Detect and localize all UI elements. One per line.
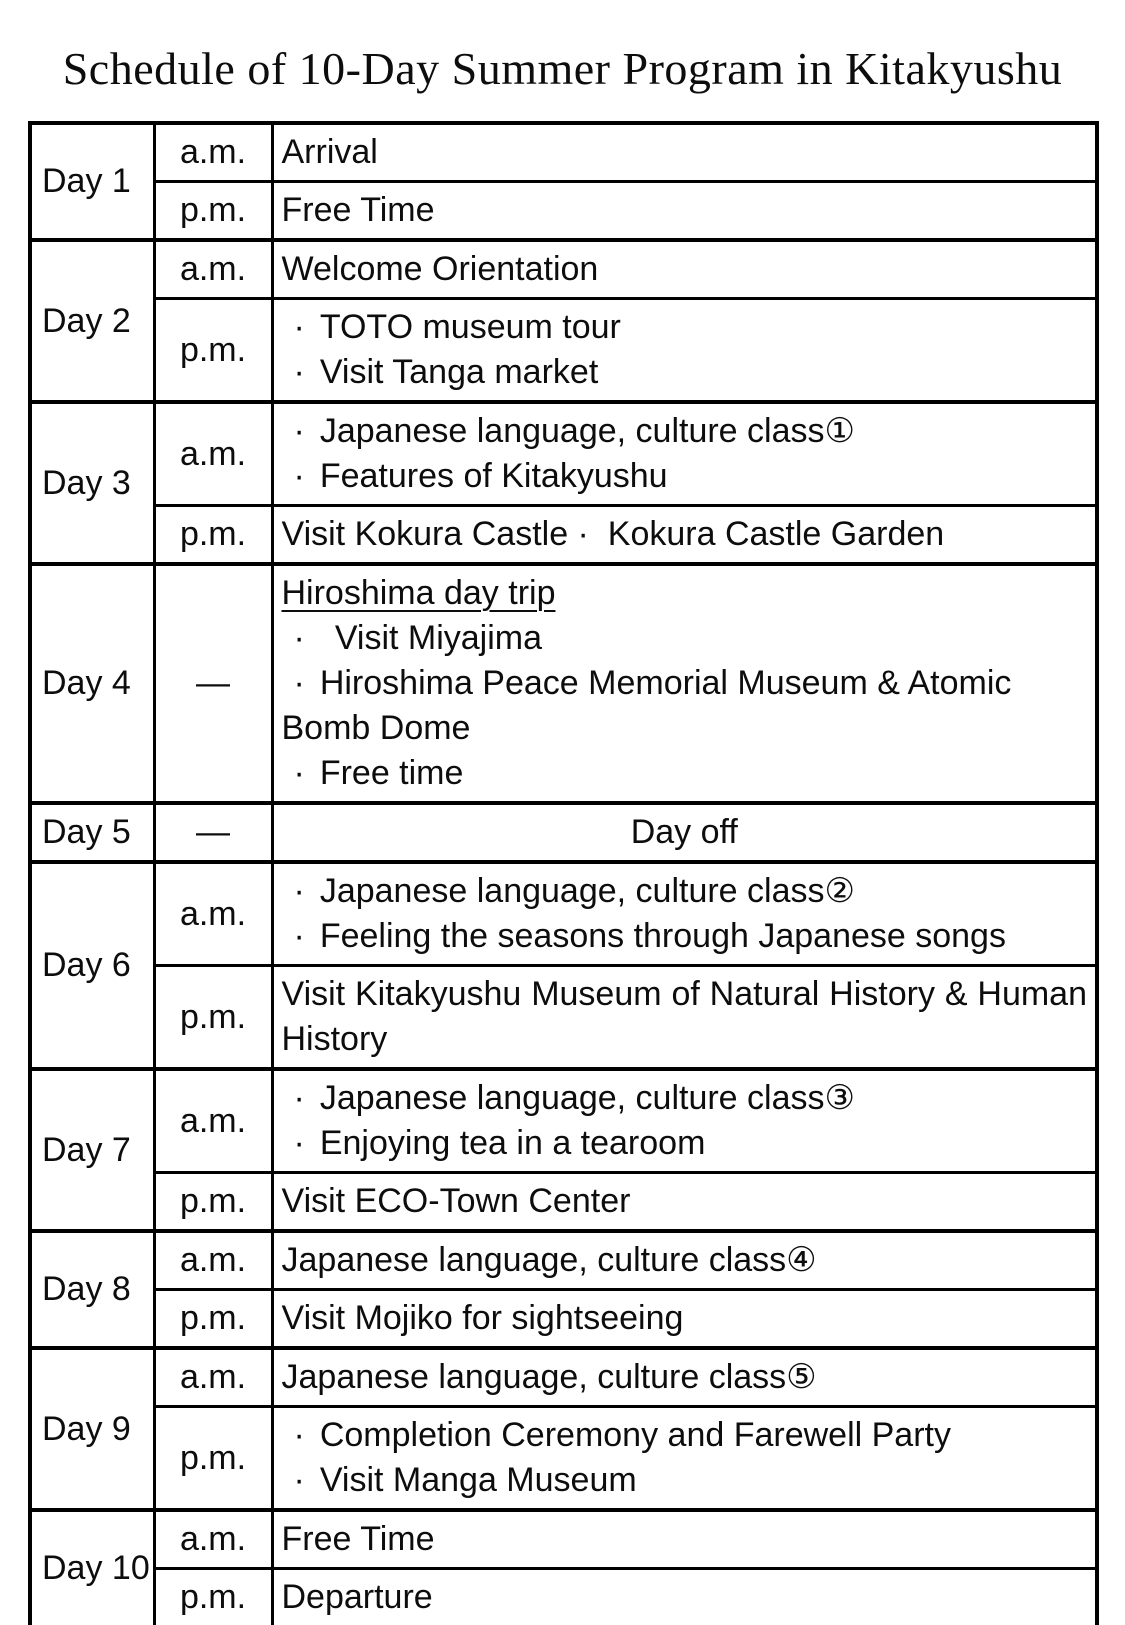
activity-cell: [272, 1290, 1097, 1349]
activity-cell: [272, 564, 1097, 803]
bullet-dot-icon: ·: [293, 457, 305, 495]
bullet-dot-icon: ·: [293, 619, 305, 657]
activity-text: Japanese language, culture class②: [319, 872, 855, 910]
activity-text: Arrival: [281, 133, 378, 171]
day-label: Day 6: [42, 946, 131, 984]
activity-line: [282, 661, 1088, 751]
bullet-dot-icon: ·: [293, 917, 305, 955]
activity-line: [282, 1238, 1088, 1283]
schedule-table-body: [30, 123, 1097, 1625]
activity-text: Visit Miyajima: [334, 619, 543, 657]
day-label: Day 7: [42, 1130, 131, 1169]
activity-text: Japanese language, culture class④: [281, 1241, 817, 1279]
day-cell: [30, 803, 154, 862]
activity-text: Free Time: [281, 191, 435, 229]
activity-text: Welcome Orientation: [281, 250, 599, 288]
time-cell: —: [154, 803, 272, 862]
activity-line: [282, 1179, 1088, 1224]
activity-text: Visit Kokura Castle · Kokura Castle Garden: [281, 515, 945, 553]
activity-line: [282, 1076, 1088, 1121]
activity-cell: [272, 123, 1097, 182]
activity-text: Departure: [281, 1578, 433, 1616]
activity-line: [282, 616, 1088, 661]
activity-line: [282, 571, 1088, 616]
activity-line: [282, 751, 1088, 796]
time-cell: a.m.: [154, 1231, 272, 1290]
day-label: Day 9: [42, 1409, 131, 1448]
schedule-table: [28, 121, 1099, 1625]
activity-line: [282, 247, 1088, 292]
day-label: Day 3: [42, 463, 131, 502]
page-title: Schedule of 10-Day Summer Program in Kitakyushu: [62, 43, 1063, 94]
day-label: Day 5: [42, 813, 131, 851]
activity-line: [282, 350, 1088, 395]
activity-cell: [272, 1173, 1097, 1232]
time-cell: a.m.: [154, 1348, 272, 1407]
bullet-dot-icon: ·: [293, 1079, 305, 1117]
time-cell: p.m.: [154, 1407, 272, 1511]
activity-text: Visit Tanga market: [319, 353, 599, 391]
time-cell: a.m.: [154, 402, 272, 506]
time-cell: a.m.: [154, 862, 272, 966]
activity-line: [282, 1458, 1088, 1503]
activity-text: Free Time: [281, 1520, 435, 1558]
time-cell: a.m.: [154, 123, 272, 182]
activity-cell: [272, 1407, 1097, 1511]
schedule-row: [30, 1173, 1097, 1232]
activity-cell: [272, 299, 1097, 403]
time-cell: p.m.: [154, 506, 272, 565]
activity-line: [282, 305, 1088, 350]
bullet-dot-icon: ·: [293, 1416, 305, 1454]
schedule-row: [30, 1348, 1097, 1407]
activity-line: [282, 1355, 1088, 1400]
activity-text: Hiroshima Peace Memorial Museum & Atomic Bomb Dome: [281, 664, 1021, 747]
activity-cell: [272, 506, 1097, 565]
activity-cell: [272, 803, 1097, 862]
schedule-row: [30, 966, 1097, 1070]
activity-text: Visit Manga Museum: [319, 1461, 637, 1499]
activity-text: Visit ECO-Town Center: [281, 1182, 631, 1220]
activity-cell: [272, 966, 1097, 1070]
schedule-row: [30, 1569, 1097, 1625]
day-cell: [30, 862, 154, 1069]
activity-text: TOTO museum tour: [319, 308, 621, 346]
day-cell: [30, 1069, 154, 1231]
schedule-row: [30, 564, 1097, 803]
activity-text: Japanese language, culture class①: [319, 412, 855, 450]
activity-cell: [272, 1069, 1097, 1173]
activity-text: Free time: [319, 754, 464, 792]
activity-text: Enjoying tea in a tearoom: [319, 1124, 706, 1162]
time-cell: a.m.: [154, 1510, 272, 1569]
day-cell: [30, 1231, 154, 1348]
activity-line: [282, 188, 1088, 233]
activity-cell: [272, 1348, 1097, 1407]
day-cell: [30, 564, 154, 803]
schedule-row: [30, 506, 1097, 565]
day-label: Day 8: [42, 1270, 131, 1308]
activity-text: Features of Kitakyushu: [319, 457, 668, 495]
activity-line: [282, 454, 1088, 499]
day-label: Day 2: [42, 301, 131, 340]
day-label: Day 1: [42, 162, 131, 200]
day-label: Day 4: [42, 664, 131, 702]
schedule-row: [30, 1290, 1097, 1349]
time-cell: p.m.: [154, 1569, 272, 1625]
activity-line: [282, 869, 1088, 914]
bullet-dot-icon: ·: [293, 412, 305, 450]
activity-line: [282, 1413, 1088, 1458]
schedule-row: [30, 402, 1097, 506]
bullet-dot-icon: ·: [293, 1461, 305, 1499]
activity-cell: [272, 240, 1097, 299]
activity-cell: [272, 1510, 1097, 1569]
activity-text: Japanese language, culture class⑤: [281, 1358, 817, 1396]
schedule-row: [30, 1510, 1097, 1569]
activity-cell: [272, 1569, 1097, 1625]
schedule-row: [30, 803, 1097, 862]
schedule-row: [30, 862, 1097, 966]
time-cell: a.m.: [154, 1069, 272, 1173]
bullet-dot-icon: ·: [293, 1124, 305, 1162]
schedule-row: [30, 1407, 1097, 1511]
time-cell: p.m.: [154, 182, 272, 241]
schedule-row: [30, 1069, 1097, 1173]
bullet-dot-icon: ·: [293, 664, 305, 702]
activity-line: [282, 810, 1088, 855]
activity-line: [282, 1296, 1088, 1341]
activity-cell: [272, 182, 1097, 241]
schedule-row: [30, 182, 1097, 241]
activity-cell: [272, 1231, 1097, 1290]
activity-line: [282, 512, 1088, 557]
activity-cell: [272, 402, 1097, 506]
day-label: Day 10: [42, 1549, 150, 1587]
schedule-row: [30, 299, 1097, 403]
day-cell: [30, 1510, 154, 1625]
activity-line: [281, 972, 1097, 1062]
activity-line: [282, 130, 1088, 175]
bullet-dot-icon: ·: [293, 872, 305, 910]
time-cell: p.m.: [154, 966, 272, 1070]
time-cell: —: [154, 564, 272, 803]
schedule-row: [30, 123, 1097, 182]
activity-line: [282, 914, 1088, 959]
time-cell: p.m.: [154, 299, 272, 403]
activity-line: [282, 1121, 1088, 1166]
activity-text: Completion Ceremony and Farewell Party: [319, 1416, 951, 1454]
activity-text: Visit Mojiko for sightseeing: [281, 1299, 684, 1337]
activity-line: [282, 1575, 1088, 1620]
bullet-dot-icon: ·: [293, 353, 305, 391]
activity-cell: [272, 862, 1097, 966]
time-cell: p.m.: [154, 1290, 272, 1349]
activity-line: [282, 1517, 1088, 1562]
activity-line: [282, 409, 1088, 454]
schedule-row: [30, 240, 1097, 299]
bullet-dot-icon: ·: [293, 308, 305, 346]
day-cell: [30, 240, 154, 402]
activity-text: Feeling the seasons through Japanese songs: [319, 917, 1006, 955]
time-cell: a.m.: [154, 240, 272, 299]
activity-text: Japanese language, culture class③: [319, 1079, 855, 1117]
activity-text: Visit Kitakyushu Museum of Natural History & Human History: [281, 975, 1097, 1058]
day-cell: [30, 402, 154, 564]
activity-text: Hiroshima day trip: [281, 574, 556, 612]
schedule-row: [30, 1231, 1097, 1290]
activity-text: Day off: [630, 813, 738, 851]
time-cell: p.m.: [154, 1173, 272, 1232]
day-cell: [30, 123, 154, 240]
bullet-dot-icon: ·: [293, 754, 305, 792]
day-cell: [30, 1348, 154, 1510]
